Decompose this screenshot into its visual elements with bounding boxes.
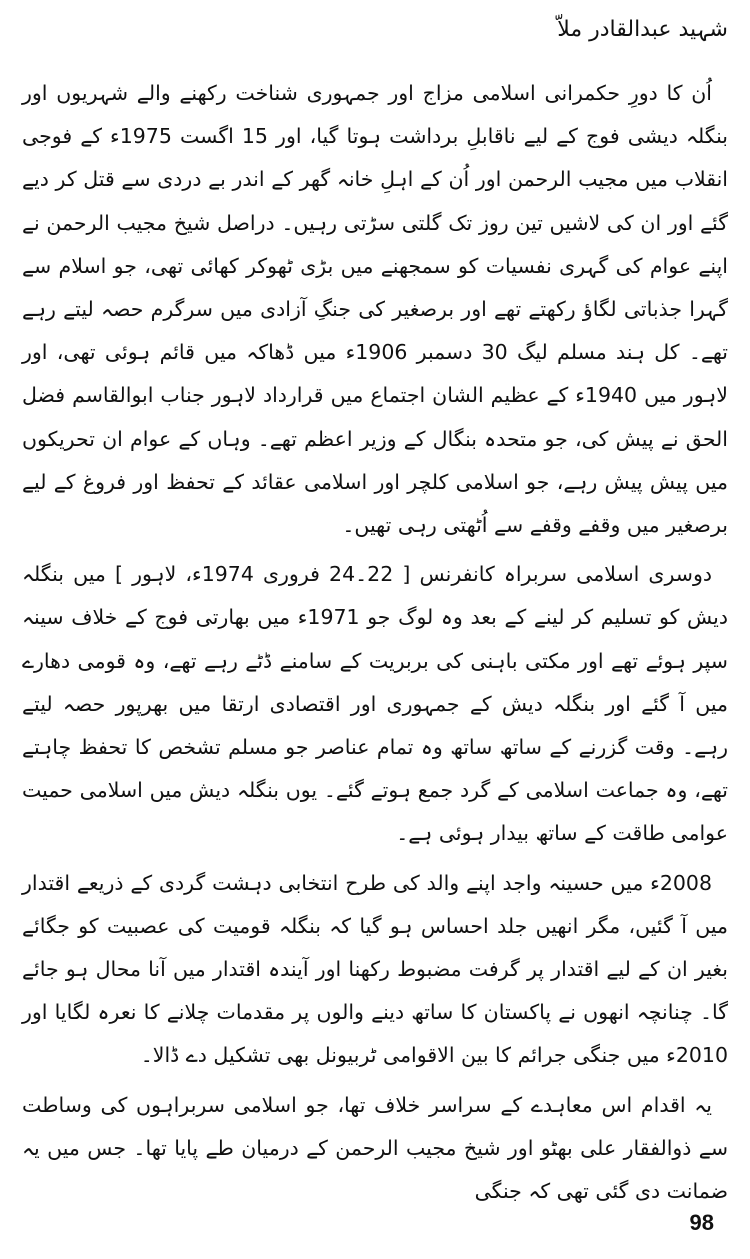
paragraph: اُن کا دورِ حکمرانی اسلامی مزاج اور جمہوری شناخت رکھنے والے شہریوں اور بنگلہ دیشی فوج کے لیے ناقابلِ برداشت ہوتا گیا، اور 15 اگست 1975ء کے فوجی انقلاب میں مجیب الرحمن اور اُن کے اہلِ خانہ گھر کے اندر بے دردی سے قتل کر دیے گئے اور ان کی لاشیں تین روز تک گلتی سڑتی رہیں۔ دراصل شیخ مجیب الرحمن نے اپنے عوام کی گہری نفسیات کو سمجھنے میں بڑی ٹھوکر کھائی تھی، جو اسلام سے گہرا جذباتی لگاؤ رکھتے تھے اور برصغیر کی جنگِ آزادی میں سرگرم حصہ لیتے رہے تھے۔ کل ہند مسلم لیگ 30 دسمبر 1906ء میں ڈھاکہ میں قائم ہوئی تھی، اور لاہور میں 1940ء کے عظیم الشان اجتماع میں قرارداد لاہور جناب ابوالقاسم فضل الحق نے پیش کی، جو متحدہ بنگال کے وزیر اعظم تھے۔ وہاں کے عوام ان تحریکوں میں پیش پیش رہے، جو اسلامی کلچر اور اسلامی عقائد کے تحفظ اور فروغ کے لیے برصغیر میں وقفے وقفے سے اُٹھتی رہی تھیں۔ <box>22 81 729 538</box>
paragraph: 2008ء میں حسینہ واجد اپنے والد کی طرح انتخابی دہشت گردی کے ذریعے اقتدار میں آ گئیں، مگر انھیں جلد احساس ہو گیا کہ بنگلہ قومیت کی عصبیت کو جگائے بغیر ان کے لیے اقتدار پر گرفت مضبوط رکھنا اور آیندہ اقتدار میں آنا محال ہو جائے گا۔ چنانچہ انھوں نے پاکستان کا ساتھ دینے والوں پر مقدمات چلانے کا نعرہ لگایا اور 2010ء میں جنگی جرائم کا بین الاقوامی ٹربیونل بھی تشکیل دے ڈالا۔ <box>22 870 728 1068</box>
page-number: 98 <box>689 1210 714 1235</box>
paragraph: یہ اقدام اس معاہدے کے سراسر خلاف تھا، جو اسلامی سربراہوں کی وساطت سے ذوالفقار علی بھٹو اور شیخ مجیب الرحمن کے درمیان طے پایا تھا۔ جس میں یہ ضمانت دی گئی تھی کہ جنگی <box>22 1092 728 1204</box>
running-head: شہید عبدالقادر ملاّ <box>557 17 728 42</box>
paragraph: دوسری اسلامی سربراہ کانفرنس [ 22۔24 فروری 1974ء، لاہور ] میں بنگلہ دیش کو تسلیم کر لینے کے بعد وہ لوگ جو 1971ء میں بھارتی فوج کے خلاف سینہ سپر ہوئے تھے اور مکتی باہنی کی بربریت کے سامنے ڈٹے رہے تھے، وہ قومی دھارے میں آ گئے اور بنگلہ دیش کے جمہوری اور اقتصادی ارتقا میں بھرپور حصہ لیتے رہے۔ وقت گزرنے کے ساتھ ساتھ وہ تمام عناصر جو مسلم تشخص کا تحفظ چاہتے تھے، وہ جماعت اسلامی کے گرد جمع ہوتے گئے۔ یوں بنگلہ دیش میں اسلامی حمیت عوامی طاقت کے ساتھ بیدار ہوئی ہے۔ <box>22 562 728 846</box>
body-text <box>22 72 728 1213</box>
